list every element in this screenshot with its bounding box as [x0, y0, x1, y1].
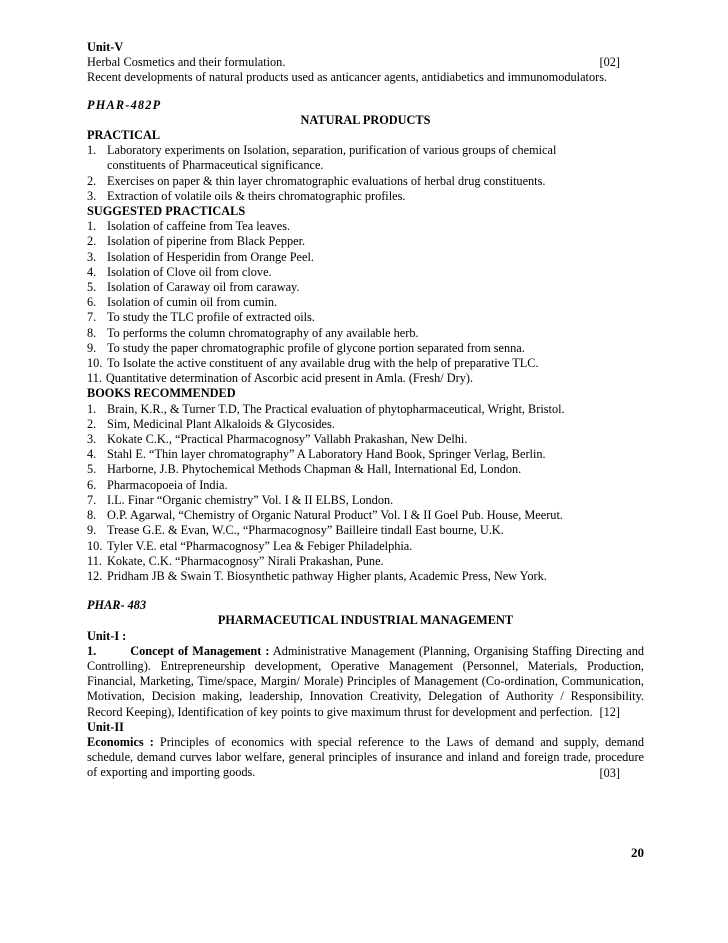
unit2-mark: [03]: [599, 765, 620, 780]
page-number: 20: [631, 845, 644, 860]
item-text: Harborne, J.B. Phytochemical Methods Chapman & Hall, International Ed, London.: [107, 462, 522, 477]
unit2-topic: Economics :: [87, 734, 154, 749]
item-number: 3.: [87, 249, 97, 264]
item-text: Extraction of volatile oils & theirs chromatographic profiles.: [107, 188, 406, 203]
item-number: 5.: [87, 280, 97, 295]
item-number: 3.: [87, 188, 97, 203]
unit1-mark: [12]: [599, 704, 620, 719]
item-number: 8.: [87, 325, 97, 340]
book-item: [87, 539, 644, 554]
item-text: Stahl E. “Thin layer chromatography” A Laboratory Hand Book, Springer Verlag, Berlin.: [107, 447, 546, 462]
item-number: 2.: [87, 234, 97, 249]
unit2-paragraph: [87, 735, 644, 781]
item-number: 3.: [87, 432, 97, 447]
item-number: 10.: [87, 356, 103, 371]
suggested-item: [87, 219, 644, 234]
suggested-item: [87, 280, 644, 295]
unit5-line2: Recent developments of natural products used as anticancer agents, antidiabetics and immunomodulators.: [87, 70, 608, 85]
item-text: To Isolate the active constituent of any available drug with the help of preparative TLC.: [107, 356, 539, 371]
practical-item: [87, 174, 644, 189]
unit5-line1-text: Herbal Cosmetics and their formulation.: [87, 55, 286, 70]
suggested-heading: SUGGESTED PRACTICALS: [87, 204, 246, 219]
unit1-topic: Concept of Management :: [130, 643, 270, 658]
unit5-heading: Unit-V: [87, 40, 124, 54]
item-text: Isolation of caffeine from Tea leaves.: [107, 219, 291, 234]
item-text: Quantitative determination of Ascorbic acid present in Amla. (Fresh/ Dry).: [105, 371, 474, 386]
item-text: I.L. Finar “Organic chemistry” Vol. I & II ELBS, London.: [107, 492, 394, 507]
item-number: 7.: [87, 492, 97, 507]
book-item: [87, 523, 644, 538]
unit1-heading: Unit-I :: [87, 628, 127, 643]
suggested-item: [87, 356, 644, 371]
item-text: Kokate C.K., “Practical Pharmacognosy” Vallabh Prakashan, New Delhi.: [107, 432, 468, 447]
unit1-body: Administrative Management (Planning, Organising Staffing Directing and Controlling). Entrepreneurship development, Operative Management (Personnel, Materials, Production, Financial, Marketing, Time/space, Margin/ Morale) Principles of Management (Co-ordination, Communication, Motivation, Decision making, leadership, Innovation Creativity, Delegation of Authority / Responsibility. Record Keeping), Identification of key points to give maximum thrust for development and perfection.: [87, 643, 644, 719]
phar482-title: NATURAL PRODUCTS: [300, 112, 431, 127]
suggested-item: [87, 326, 644, 341]
item-text: To study the paper chromatographic profile of glycone portion separated from senna.: [107, 340, 525, 355]
item-text: Laboratory experiments on Isolation, separation, purification of various groups of chemical: [107, 143, 557, 158]
suggested-item: [87, 310, 644, 325]
item-text: To study the TLC profile of extracted oils.: [107, 310, 315, 325]
item-number: 12.: [87, 568, 103, 583]
suggested-item: [87, 265, 644, 280]
book-item: [87, 402, 644, 417]
item-number: 1.: [87, 143, 97, 158]
book-item: [87, 493, 644, 508]
item-text: To performs the column chromatography of any available herb.: [107, 325, 419, 340]
item-number: 7.: [87, 310, 97, 325]
unit5-line1: [87, 55, 644, 70]
item-text: Pharmacopoeia of India.: [107, 477, 228, 492]
item-text: Sim, Medicinal Plant Alkaloids & Glycosides.: [107, 416, 335, 431]
item-text: Isolation of Caraway oil from caraway.: [107, 280, 300, 295]
book-item: [87, 554, 644, 569]
item-number: 4.: [87, 447, 97, 462]
book-item: [87, 569, 644, 584]
item-number: 1.: [87, 401, 97, 416]
item-number: 8.: [87, 508, 97, 523]
item-text: Isolation of piperine from Black Pepper.: [107, 234, 306, 249]
practical-item-continuation: constituents of Pharmaceutical significance.: [107, 158, 324, 173]
suggested-item: [87, 341, 644, 356]
item-text: Brain, K.R., & Turner T.D, The Practical evaluation of phytopharmaceutical, Wright, Bristol.: [107, 401, 565, 416]
book-item: [87, 478, 644, 493]
phar483-title: PHARMACEUTICAL INDUSTRIAL MANAGEMENT: [217, 613, 514, 628]
suggested-item: [87, 234, 644, 249]
item-text: Isolation of Clove oil from clove.: [107, 264, 272, 279]
item-number: 1.: [87, 219, 97, 234]
unit1-number: 1.: [87, 643, 97, 658]
document-page: [87, 40, 645, 860]
suggested-item: [87, 250, 644, 265]
item-number: 2.: [87, 416, 97, 431]
item-text: Kokate, C.K. “Pharmacognosy” Nirali Prakashan, Pune.: [107, 553, 384, 568]
item-text: Exercises on paper & thin layer chromatographic evaluations of herbal drug constituents.: [107, 173, 546, 188]
item-text: Tyler V.E. etal “Pharmacognosy” Lea & Febiger Philadelphia.: [107, 538, 413, 553]
item-number: 6.: [87, 295, 97, 310]
item-text: Isolation of cumin oil from cumin.: [107, 295, 278, 310]
item-number: 4.: [87, 264, 97, 279]
item-text: Trease G.E. & Evan, W.C., “Pharmacognosy” Bailleire tindall East bourne, U.K.: [107, 523, 504, 538]
books-heading: BOOKS RECOMMENDED: [87, 386, 236, 401]
item-number: 10.: [87, 538, 103, 553]
item-number: 6.: [87, 477, 97, 492]
item-number: 9.: [87, 523, 97, 538]
item-text: Pridham JB & Swain T. Biosynthetic pathway Higher plants, Academic Press, New York.: [107, 568, 547, 583]
item-text: Isolation of Hesperidin from Orange Peel.: [107, 249, 314, 264]
book-item: [87, 462, 644, 477]
practical-heading: PRACTICAL: [87, 128, 161, 143]
suggested-item: [87, 295, 644, 310]
unit1-paragraph: [87, 644, 644, 720]
unit2-body: Principles of economics with special reference to the Laws of demand and supply, demand schedule, demand curves labor welfare, general principles of insurance and inland and foreign trade, procedure of exporting and importing goods.: [87, 734, 645, 780]
practical-item: [87, 143, 644, 158]
book-item: [87, 417, 644, 432]
item-number: 9.: [87, 340, 97, 355]
practical-item: [87, 189, 644, 204]
unit5-line1-mark: [02]: [599, 55, 620, 70]
book-item: [87, 432, 644, 447]
unit2-heading: Unit-II: [87, 719, 124, 734]
item-number: 5.: [87, 462, 97, 477]
item-number: 11.: [87, 371, 102, 386]
phar482-code: PHAR-482P: [87, 97, 162, 112]
item-number: 11.: [87, 553, 102, 568]
item-number: 2.: [87, 173, 97, 188]
item-text: O.P. Agarwal, “Chemistry of Organic Natural Product” Vol. I & II Goel Pub. House, Meerut.: [107, 508, 563, 523]
book-item: [87, 447, 644, 462]
suggested-item: [87, 371, 644, 386]
book-item: [87, 508, 644, 523]
phar483-code: PHAR- 483: [87, 598, 147, 613]
